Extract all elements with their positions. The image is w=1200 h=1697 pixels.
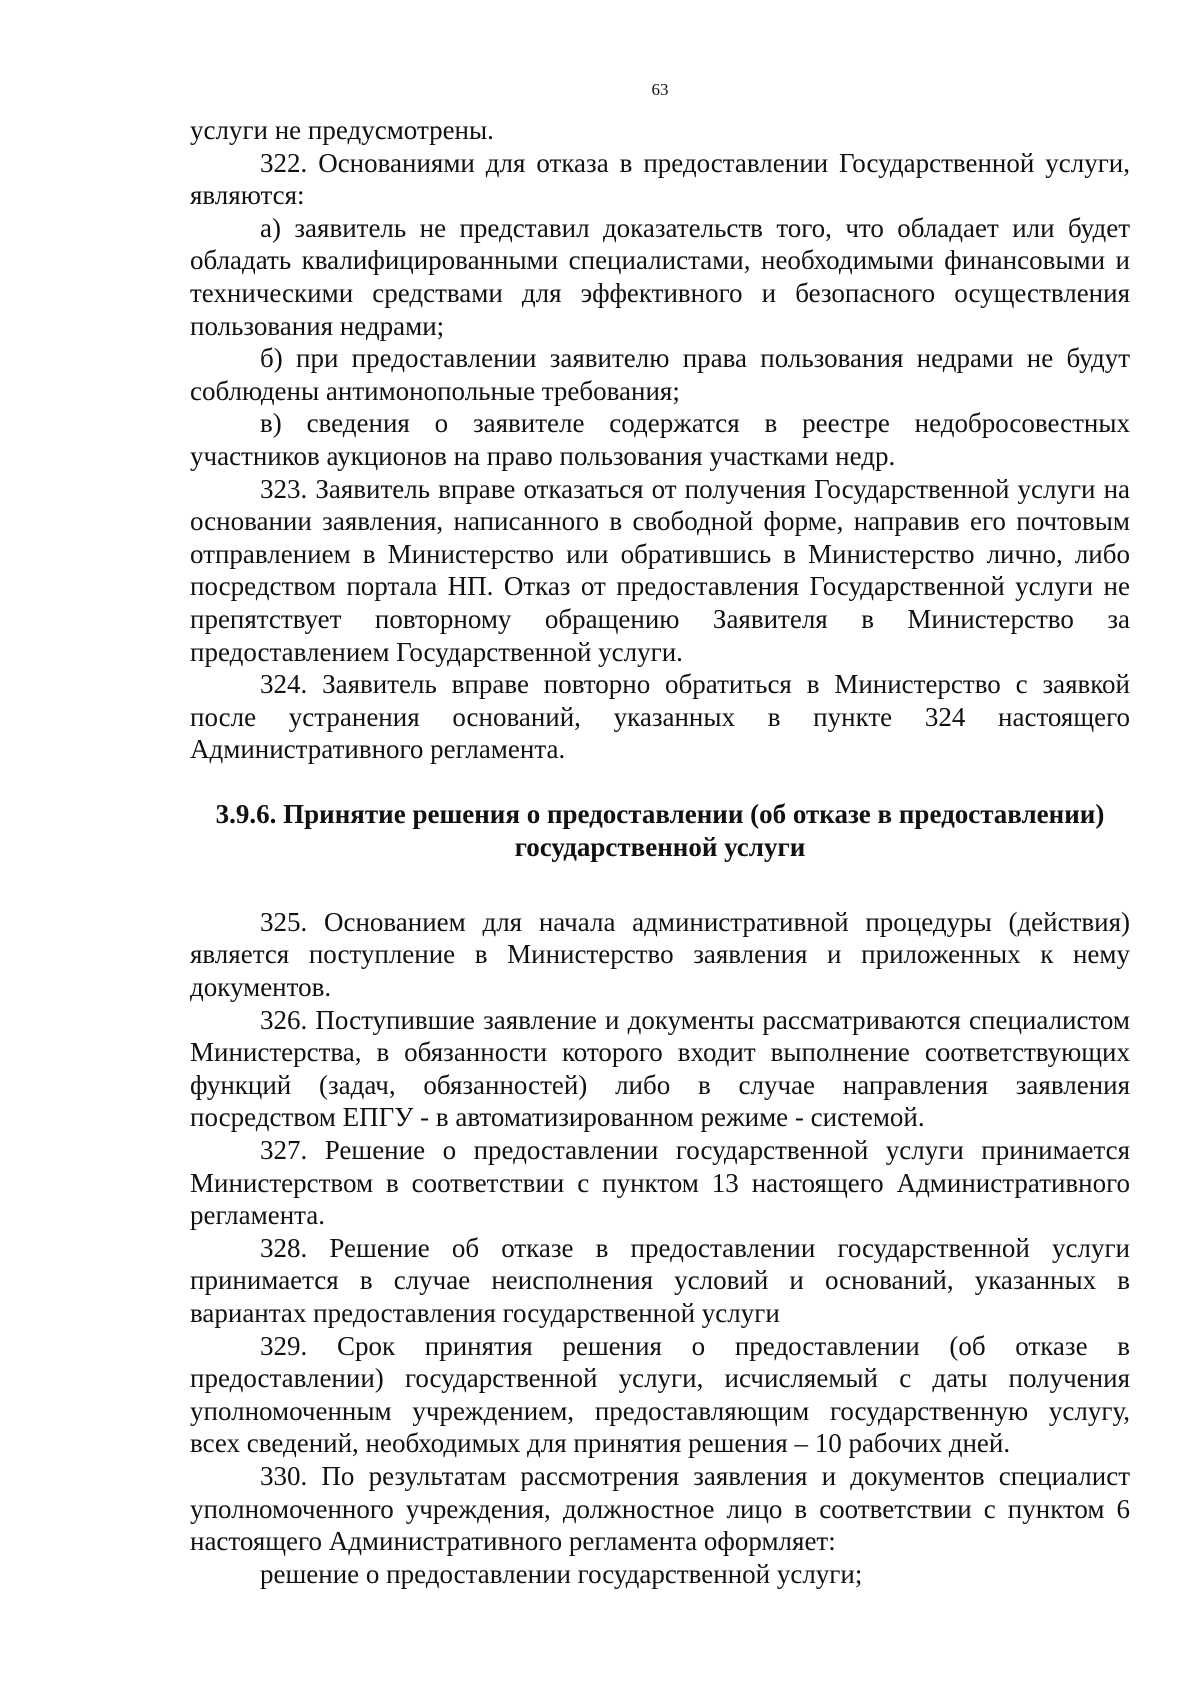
paragraph: в) сведения о заявителе содержатся в реестре недобросовестных участников аукционов на право пользования участками недр. (190, 408, 1130, 471)
paragraphs-after (190, 906, 1130, 1590)
document-page (190, 80, 1130, 1590)
section-heading-line2: государственной услуги (514, 831, 806, 862)
paragraph: 323. Заявитель вправе отказаться от получения Государственной услуги на основании заявления, написанного в свободной форме, направив его почтовым отправлением в Министерство или обратившись в Министерство лично, либо посредством портала НП. Отказ от предоставления Государственной услуги не препятствует повторному обращению Заявителя в Министерство за предоставлением Государственной услуги. (190, 473, 1130, 667)
paragraph: 324. Заявитель вправе повторно обратиться в Министерство с заявкой после устранения оснований, указанных в пункте 324 настоящего Административного регламента. (190, 669, 1130, 765)
section-heading (190, 798, 1130, 864)
page-number: 63 (651, 80, 669, 99)
paragraph: 322. Основаниями для отказа в предоставлении Государственной услуги, являются: (190, 147, 1130, 211)
paragraph: 326. Поступившие заявление и документы рассматриваются специалистом Министерства, в обязанности которого входит выполнение соответствующих функций (задач, обязанностей) либо в случае направления заявления посредством ЕПГУ - в автоматизированном режиме - системой. (190, 1004, 1130, 1133)
paragraph: а) заявитель не представил доказательств того, что обладает или будет обладать квалифицированными специалистами, необходимыми финансовыми и техническими средствами для эффективного и безопасного осуществления пользования недрами; (190, 212, 1130, 341)
paragraph: 327. Решение о предоставлении государственной услуги принимается Министерством в соответствии с пунктом 13 настоящего Административного регламента. (190, 1135, 1130, 1231)
paragraph: услуги не предусмотрены. (190, 115, 494, 145)
paragraph: 330. По результатам рассмотрения заявления и документов специалист уполномоченного учреждения, должностное лицо в соответствии с пунктом 6 настоящего Административного регламента оформляет: (190, 1460, 1130, 1557)
paragraph: решение о предоставлении государственной услуги; (260, 1558, 863, 1589)
paragraph: б) при предоставлении заявителю права пользования недрами не будут соблюдены антимонопольные требования; (190, 343, 1130, 406)
section-heading-line1: 3.9.6. Принятие решения о предоставлении (об отказе в предоставлении) (215, 798, 1105, 829)
paragraph: 328. Решение об отказе в предоставлении государственной услуги принимается в случае неисполнения условий и оснований, указанных в вариантах предоставления государственной услуги (190, 1232, 1130, 1328)
paragraph: 329. Срок принятия решения о предоставлении (об отказе в предоставлении) государственной услуги, исчисляемый с даты получения уполномоченным учреждением, предоставляющим государственную услугу, всех сведений, необходимых для принятия решения – 10 рабочих дней. (190, 1330, 1130, 1459)
paragraphs-before (190, 114, 1130, 766)
paragraph: 325. Основанием для начала административной процедуры (действия) является поступление в Министерство заявления и приложенных к нему документов. (190, 906, 1130, 1003)
